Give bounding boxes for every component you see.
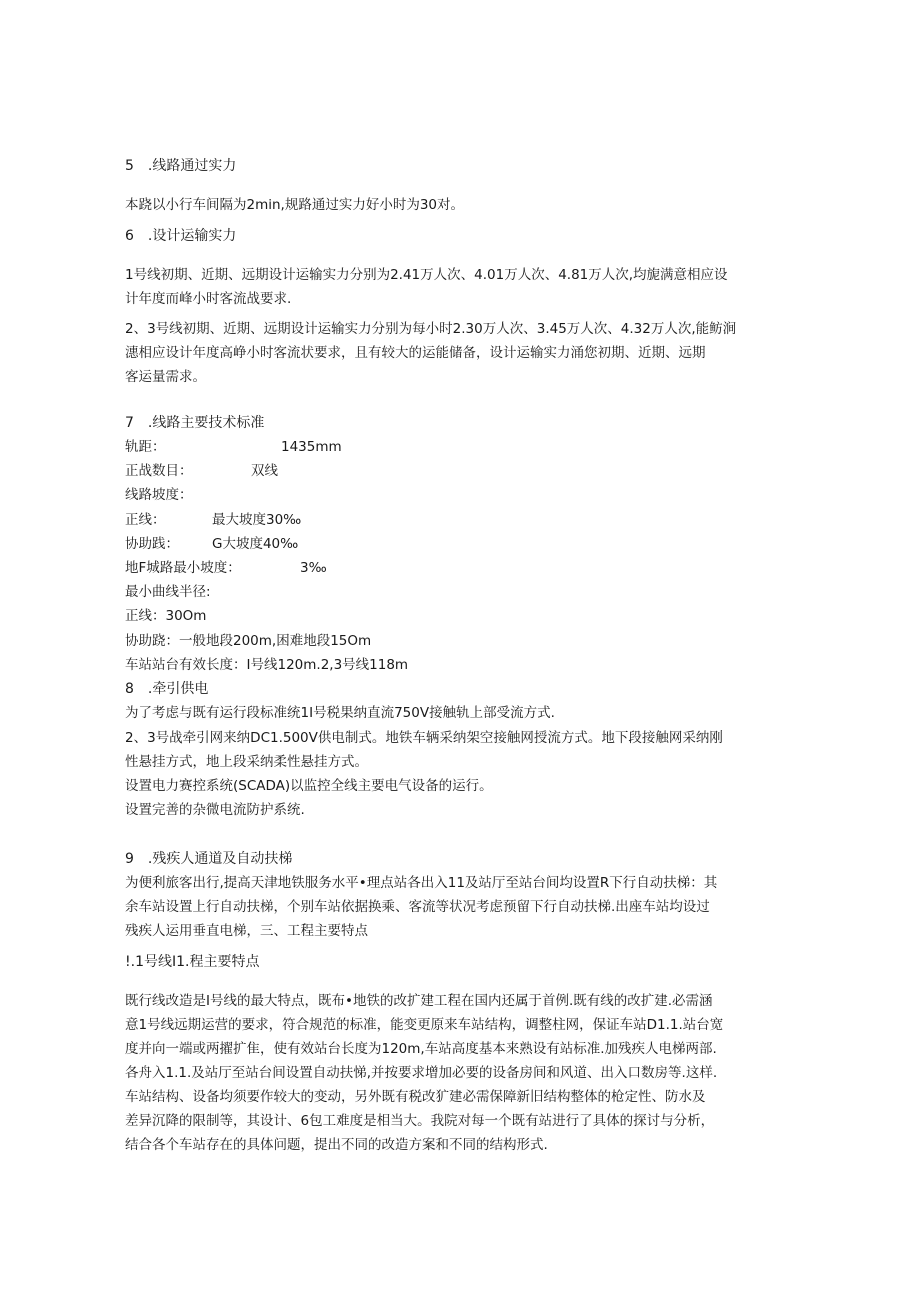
main-line-value: 最大坡度30‰: [212, 512, 302, 528]
radius-main: 正线：30Om: [125, 608, 207, 624]
section-9-heading: 9 .残疾人通道及自动扶梯: [125, 851, 293, 867]
main-line-row: [125, 511, 166, 529]
section-6-p2-line2: 潓相应设计年度高峥小时客流状要求，且有较大的运能储备，设计运输实力涌您初期、近期、远期: [125, 345, 706, 361]
section-6-p2-line3: 客运量需求。: [125, 369, 206, 385]
section-9-p1-line3: 残疾人运用垂直电梯，三、工程主要特点: [125, 923, 368, 939]
line1-features-line7: 结合各个车站存在的具体问题，提出不同的改造方案和不同的结构形式.: [125, 1137, 548, 1153]
gauge-row: [125, 438, 166, 456]
section-8-heading: 8 .牵引供电: [125, 681, 209, 697]
section-6-p1-line2: 计年度而峰小时客流战要求.: [125, 291, 292, 307]
section-5-heading: 5 .线路通过实力: [125, 158, 237, 174]
gauge-label: 轨距：: [125, 439, 166, 455]
section-7-heading: 7 .线路主要技术标准: [125, 415, 265, 431]
platform-length: 车站站台有效长度：I号线120m.2,3号线118m: [125, 657, 409, 673]
aux-line-value: G大坡度40‰: [212, 536, 299, 552]
line1-features-line4: 各舟入1.1.及站厅至站台间设置自动扶悌,并按要求增加必要的设备房间和风道、出入口数房等.这样.: [125, 1065, 718, 1081]
section-6-p2-line1: 2、3号线初期、近期、远期设计运输实力分别为每小时2.30万人次、3.45万人次、4.32万人次,能鲂涧: [125, 321, 737, 337]
section-5-paragraph: 本跷以小行车间隔为2min,规路通过实力好小时为30对。: [125, 197, 465, 213]
section-8-p2-line1: 2、3号战牵引网来纳DC1.500V供电制式。地铁车辆采纳架空接触网授流方式。地下段接触网采纳刚: [125, 730, 723, 746]
radius-label: 最小曲线半径:: [125, 584, 211, 600]
line1-features-line5: 车站结构、设备均须要作较大的变动，另外既有税改犷建必需保障新旧结构整体的枪定性、防水及: [125, 1089, 706, 1105]
section-8-p4: 设置完善的杂微电流防护系统.: [125, 802, 305, 818]
line1-features-line3: 度并向一端或两擢扩隹，使有效站台长度为120m,车站高度基本来熟设有站标准.加残疾人电梯两部.: [125, 1041, 717, 1057]
section-6-p1-line1: 1号线初期、近期、远期设计运输实力分别为2.41万人次、4.01万人次、4.81万人次,均旎满意相应设: [125, 267, 728, 283]
line1-features-line2: 意1号线远期运营的要求，符合规范的标准，能变更原来车站结构，调整柱网，保证车站D1.1.站台宽: [125, 1017, 724, 1033]
slope-label: 线路坡度：: [125, 487, 193, 503]
section-8-p2-line2: 性悬挂方式，地上段采纳柔性悬挂方式。: [125, 754, 368, 770]
aux-line-row: [125, 535, 179, 553]
main-line-label: 正线：: [125, 512, 166, 528]
gauge-value: 1435mm: [281, 439, 342, 455]
section-9-p1-line1: 为便利旅客出行,提高天津地铁服务水平•理点站各出入11及站厅至站台间均设置R下行自动扶梯：其: [125, 875, 718, 891]
section-6-heading: 6 .设计运输实力: [125, 228, 237, 244]
section-9-p1-line2: 余车站设置上行自动扶梯，个别车站依据换乘、客流等状况考虑预留下行自动扶梯.出座车站均设过: [125, 899, 710, 915]
radius-aux: 协助跷：一般地段200m,困难地段15Om: [125, 633, 372, 649]
underground-value: 3‰: [300, 560, 327, 576]
aux-line-label: 协助践：: [125, 536, 179, 552]
underground-row: [125, 559, 241, 577]
line1-features-line1: 既行线改造是I号线的最大特点，既布•地铁的改扩建工程在国内还属于首例.既有线的改扩建.必需涵: [125, 993, 713, 1009]
track-value: 双线: [251, 463, 278, 479]
section-8-p3: 设置电力赛控系统(SCADA)以监控全线主要电气设备的运行。: [125, 778, 493, 794]
line1-features-heading: !.1号线I1.程主要特点: [125, 954, 260, 970]
underground-label: 地F城路最小坡度：: [125, 560, 241, 576]
line1-features-line6: 差异沉降的限制等，其设计、6包工难度是相当大。我院对每一个既有站进行了具体的探讨与分析，: [125, 1113, 715, 1129]
track-label: 正战数目：: [125, 463, 193, 479]
section-8-p1: 为了考虑与既有运行段标准统1I号税果纳直流750V接触轨上部受流方式.: [125, 705, 555, 721]
track-row: [125, 462, 193, 480]
